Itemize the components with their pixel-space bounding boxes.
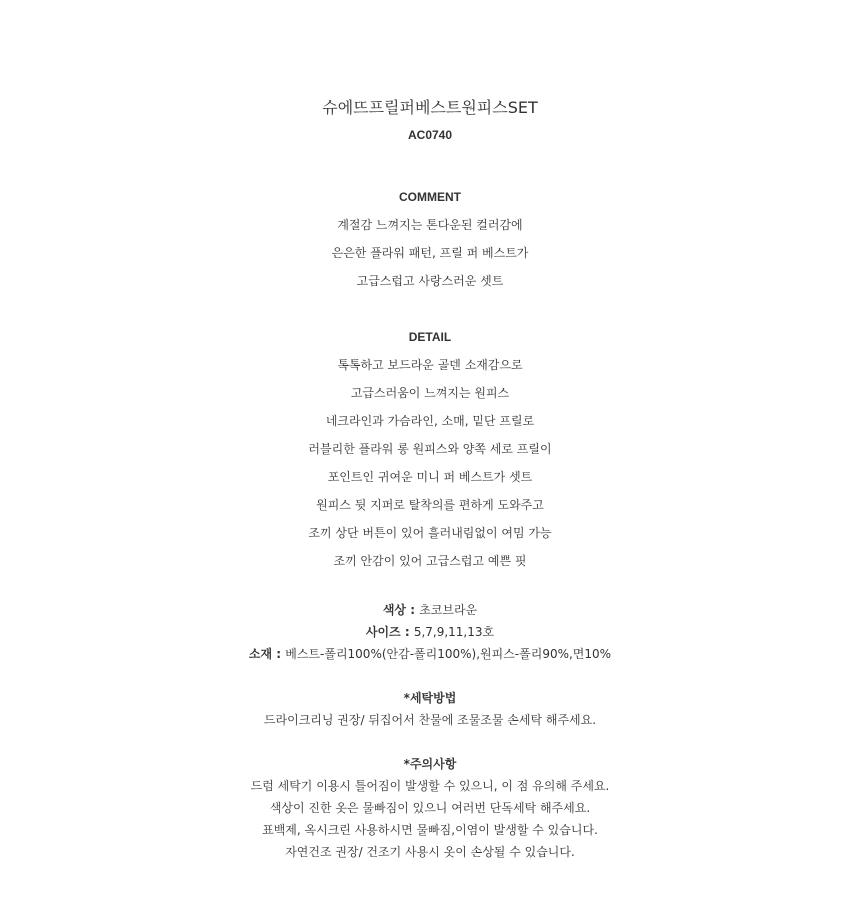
- comment-line: 은은한 플라워 패턴, 프릴 퍼 베스트가: [331, 246, 529, 260]
- caution-heading: *주의사항: [403, 757, 457, 771]
- spec-size: [0, 624, 860, 640]
- detail-line: 네크라인과 가슴라인, 소매, 밑단 프릴로: [325, 414, 535, 428]
- spec-size-value: 5,7,9,11,13호: [413, 625, 495, 639]
- caution-line: 자연건조 권장/ 건조기 사용시 옷이 손상될 수 있습니다.: [285, 845, 575, 859]
- detail-line: 원피스 뒷 지퍼로 탈착의를 편하게 도와주고: [316, 498, 544, 512]
- washing-text: 드라이크리닝 권장/ 뒤집어서 찬물에 조물조물 손세탁 해주세요.: [263, 713, 597, 727]
- spec-material-value: 베스트-폴리100%(안감-폴리100%),원피스-폴리90%,면10%: [285, 647, 612, 661]
- comment-line: 고급스럽고 사랑스러운 셋트: [356, 274, 504, 288]
- detail-line: 조끼 안감이 있어 고급스럽고 예쁜 핏: [333, 554, 527, 568]
- product-title: 슈에뜨프릴퍼베스트원피스SET: [322, 98, 538, 117]
- product-code: AC0740: [407, 128, 453, 142]
- detail-line: 러블리한 플라워 롱 원피스와 양쪽 세로 프릴이: [308, 442, 552, 456]
- spec-color: [0, 602, 860, 618]
- caution-line: 드럼 세탁기 이용시 틀어짐이 발생할 수 있으니, 이 점 유의해 주세요.: [250, 779, 610, 793]
- detail-line: 포인트인 귀여운 미니 퍼 베스트가 셋트: [327, 470, 533, 484]
- comment-heading: COMMENT: [399, 190, 461, 204]
- spec-color-label: 색상 :: [382, 603, 420, 617]
- detail-line: 조끼 상단 버튼이 있어 흘러내림없이 여밈 가능: [308, 526, 552, 540]
- comment-line: 계절감 느껴지는 톤다운된 컬러감에: [337, 218, 523, 232]
- spec-material: [0, 646, 860, 662]
- detail-line: 톡톡하고 보드라운 골덴 소재감으로: [337, 358, 523, 372]
- detail-line: 고급스러움이 느껴지는 원피스: [350, 386, 510, 400]
- spec-color-value: 초코브라운: [419, 603, 478, 617]
- spec-material-label: 소재 :: [248, 647, 286, 661]
- caution-line: 표백제, 옥시크린 사용하시면 물빠짐,이염이 발생할 수 있습니다.: [262, 823, 598, 837]
- washing-heading: *세탁방법: [403, 691, 457, 705]
- detail-heading: DETAIL: [408, 330, 452, 344]
- caution-line: 색상이 진한 옷은 물빠짐이 있으니 여러번 단독세탁 해주세요.: [269, 801, 591, 815]
- spec-size-label: 사이즈 :: [365, 625, 414, 639]
